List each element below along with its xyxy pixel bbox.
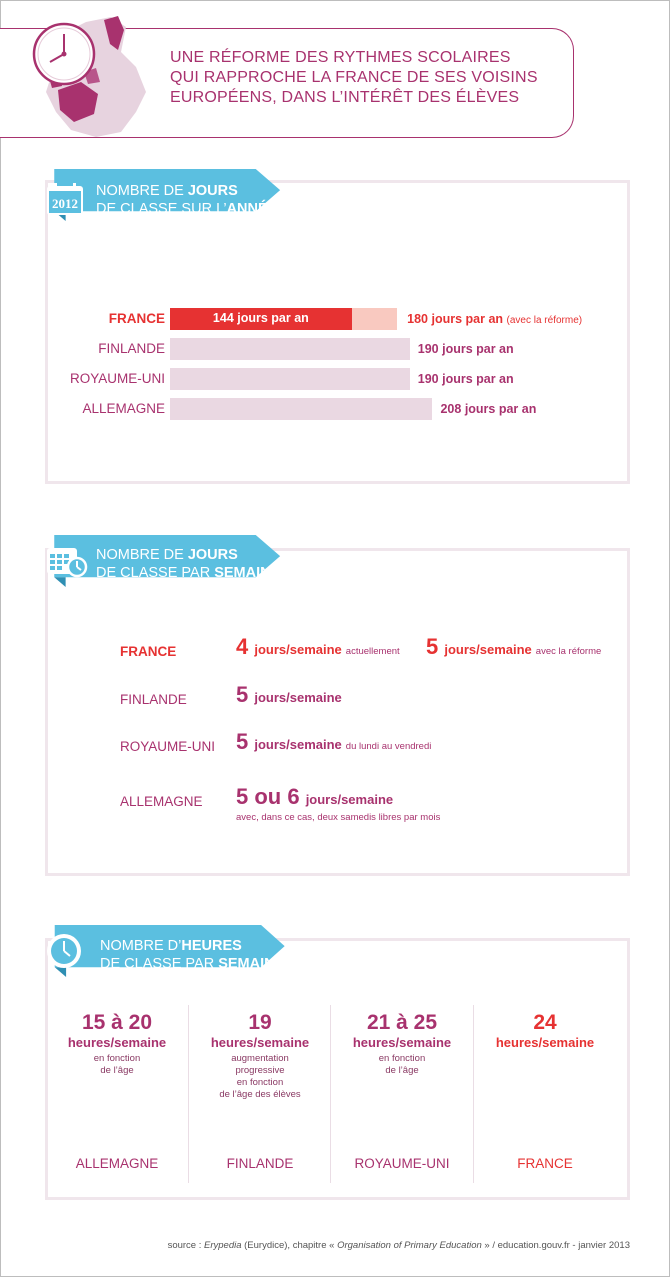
week-label-royaume-uni: ROYAUME-UNI	[120, 739, 216, 754]
hours-note-line-finlande-2: en fonction	[236, 1077, 284, 1088]
week-note-royaume-uni-0: du lundi au vendredi	[345, 741, 432, 752]
hours-note-line-finlande-1: progressive	[235, 1065, 285, 1076]
week-note-france-0: actuellement	[345, 646, 400, 657]
bar-note-france-reform: (avec la réforme)	[506, 315, 583, 326]
week-value-allemagne-0	[236, 784, 393, 810]
banner3-line1-bold: HEURES	[181, 938, 242, 954]
banner2-line1-bold: JOURS	[187, 547, 238, 563]
source-note	[160, 1240, 630, 1251]
week-unit-royaume-uni-0: jours/semaine	[254, 737, 342, 752]
bar-label-royaume-uni: ROYAUME-UNI	[69, 371, 165, 386]
hours-note-finlande	[189, 1053, 331, 1101]
hours-number-allemagne: 15 à 20	[81, 1011, 153, 1034]
week-number-finlande-0: 5	[236, 682, 255, 707]
source-italic-1: Erypedia	[204, 1240, 242, 1251]
europe-map-clock-icon	[26, 12, 166, 140]
banner1-line1-bold: JOURS	[187, 183, 238, 199]
panel-days-per-week	[45, 548, 630, 876]
hours-note-line-royaume-uni-0: en fonction	[378, 1053, 426, 1064]
banner2-line1-pre: NOMBRE DE	[96, 547, 188, 563]
source-pre: source :	[167, 1240, 204, 1251]
source-italic-2: Organisation of Primary Education	[337, 1240, 482, 1251]
hours-divider-2	[330, 1005, 331, 1183]
week-note-france-1: avec la réforme	[535, 646, 602, 657]
hours-country-allemagne: ALLEMAGNE	[75, 1156, 159, 1171]
bar-label-finlande: FINLANDE	[98, 341, 165, 356]
calendar-clock-icon	[46, 544, 88, 578]
hours-note-allemagne	[46, 1053, 188, 1077]
hours-number-royaume-uni: 21 à 25	[366, 1011, 438, 1034]
week-value-royaume-uni-0	[236, 729, 431, 755]
hours-note-line-royaume-uni-1: de l’âge	[385, 1065, 419, 1076]
clock-icon	[45, 932, 83, 970]
banner3-line1-pre: NOMBRE D’	[100, 938, 182, 954]
week-value-france-0	[236, 634, 400, 660]
bar-royaume-uni	[170, 368, 410, 390]
week-unit-france-0: jours/semaine	[254, 642, 342, 657]
hours-note-line-allemagne-0: en fonction	[93, 1053, 141, 1064]
banner-text-days-per-year	[96, 182, 277, 218]
hours-number-finlande: 19	[248, 1011, 272, 1034]
page-title	[170, 48, 550, 108]
hours-note-line-allemagne-1: de l’âge	[100, 1065, 134, 1076]
bar-value-france-current: 144 jours par an	[212, 311, 309, 325]
hours-column-allemagne	[46, 1005, 188, 1185]
hours-country-finlande: FINLANDE	[226, 1156, 294, 1171]
hours-note-royaume-uni	[331, 1053, 473, 1077]
hours-column-royaume-uni	[331, 1005, 473, 1185]
banner2-line2-bold: SEMAINE	[214, 565, 281, 581]
hours-unit-allemagne: heures/semaine	[67, 1035, 167, 1050]
week-number-allemagne-0: 5 ou 6	[236, 784, 306, 809]
hours-country-royaume-uni: ROYAUME-UNI	[354, 1156, 450, 1171]
hours-divider-1	[188, 1005, 189, 1183]
banner-text-hours-per-week	[100, 937, 284, 973]
week-label-finlande: FINLANDE	[120, 692, 187, 707]
week-number-royaume-uni-0: 5	[236, 729, 255, 754]
week-value-finlande-0	[236, 682, 342, 708]
bar-value-allemagne: 208 jours par an	[440, 402, 537, 416]
bar-label-france: FRANCE	[108, 311, 165, 326]
hours-number-france: 24	[533, 1011, 557, 1034]
hours-note-line-finlande-3: de l’âge des élèves	[219, 1089, 301, 1100]
title-line-1: UNE RÉFORME DES RYTHMES SCOLAIRES	[170, 49, 511, 66]
week-number-france-1: 5	[426, 634, 445, 659]
banner3-line2-pre: DE CLASSE PAR	[100, 956, 219, 972]
title-line-2: QUI RAPPROCHE LA FRANCE DE SES VOISINS	[170, 69, 538, 86]
week-unit-allemagne-0: jours/semaine	[305, 792, 394, 807]
hours-country-france: FRANCE	[517, 1156, 573, 1171]
banner1-line1-pre: NOMBRE DE	[96, 183, 188, 199]
source-post: » / education.gouv.fr - janvier 2013	[481, 1240, 630, 1251]
hours-column-finlande	[189, 1005, 331, 1185]
week-number-france-0: 4	[236, 634, 255, 659]
banner1-line2-bold: ANNÉE	[226, 201, 278, 217]
banner3-line2-bold: SEMAINE	[218, 956, 285, 972]
banner2-line2-pre: DE CLASSE PAR	[96, 565, 215, 581]
week-sub-allemagne: avec, dans ce cas, deux samedis libres par mois	[236, 812, 441, 823]
title-line-3: EUROPÉENS, DANS L’INTÉRÊT DES ÉLÈVES	[170, 89, 520, 106]
panel-days-per-year	[45, 180, 630, 484]
hours-unit-finlande: heures/semaine	[210, 1035, 310, 1050]
week-unit-finlande-0: jours/semaine	[254, 690, 342, 705]
week-value-france-1	[426, 634, 601, 660]
week-unit-france-1: jours/semaine	[444, 642, 532, 657]
hours-unit-royaume-uni: heures/semaine	[352, 1035, 452, 1050]
bar-value-finlande: 190 jours par an	[417, 342, 514, 356]
hours-column-france	[474, 1005, 616, 1185]
banner1-line2-pre: DE CLASSE SUR L’	[96, 201, 227, 217]
banner-text-days-per-week	[96, 546, 280, 582]
bar-label-allemagne: ALLEMAGNE	[82, 401, 165, 416]
calendar-icon	[46, 182, 84, 216]
bar-value-france-reform: 180 jours par an (avec la réforme)	[407, 312, 583, 326]
week-label-france: FRANCE	[120, 644, 177, 659]
hours-divider-3	[473, 1005, 474, 1183]
bar-allemagne	[170, 398, 432, 420]
source-mid: (Eurydice), chapitre «	[241, 1240, 338, 1251]
week-label-allemagne: ALLEMAGNE	[120, 794, 203, 809]
bar-finlande	[170, 338, 410, 360]
calendar-label: 2012	[52, 196, 78, 211]
hours-unit-france: heures/semaine	[495, 1035, 595, 1050]
bar-value-royaume-uni: 190 jours par an	[417, 372, 514, 386]
hours-note-line-finlande-0: augmentation	[231, 1053, 289, 1064]
